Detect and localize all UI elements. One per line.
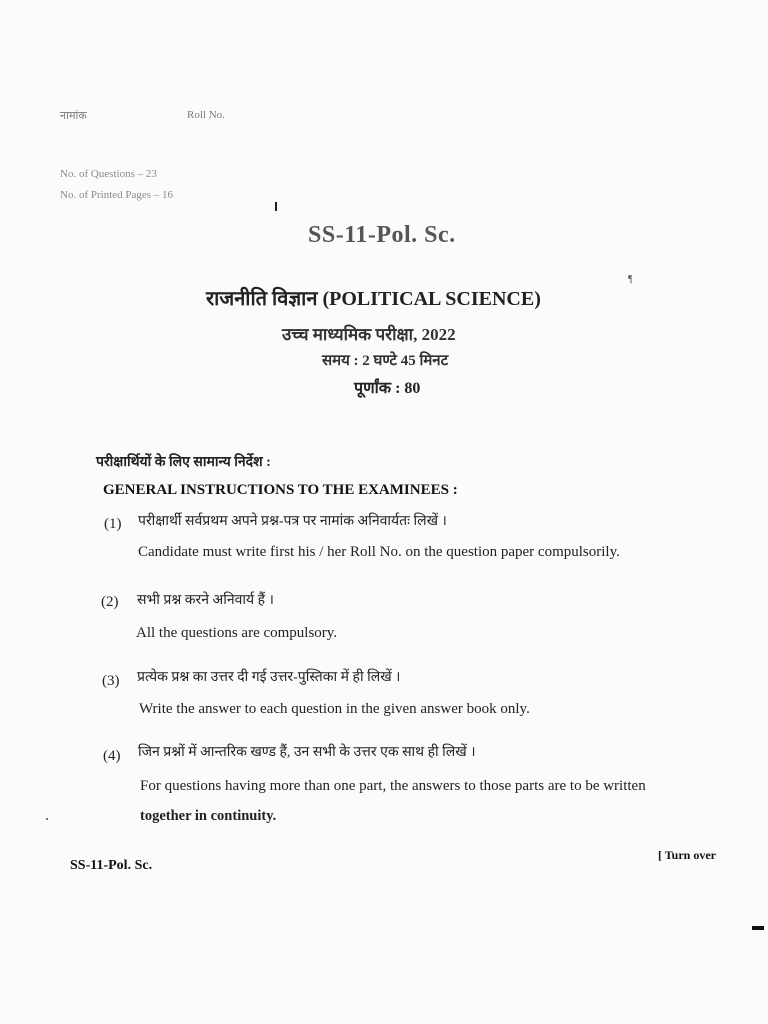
instruction-1-english: Candidate must write first his / her Roll No. on the question paper compulsorily. — [138, 544, 620, 560]
instruction-2-hindi: सभी प्रश्न करने अनिवार्य हैं । — [137, 593, 274, 608]
subject-hindi: राजनीति विज्ञान — [206, 288, 318, 310]
instruction-4-number: (4) — [103, 748, 121, 764]
subject-english: (POLITICAL SCIENCE) — [322, 288, 541, 310]
instruction-4-english-line1: For questions having more than one part, the answers to those parts are to be written — [140, 778, 646, 794]
footer-paper-code: SS-11-Pol. Sc. — [70, 858, 153, 873]
pilcrow-mark: ¶ — [628, 274, 633, 285]
paper-code-title: SS-11-Pol. Sc. — [308, 222, 456, 248]
instructions-heading-english: GENERAL INSTRUCTIONS TO THE EXAMINEES : — [103, 482, 458, 498]
instruction-3-number: (3) — [102, 673, 120, 689]
subject-title — [206, 284, 541, 311]
instruction-4-english-line2: together in continuity. — [140, 808, 277, 824]
instructions-heading-hindi: परीक्षार्थियों के लिए सामान्य निर्देश : — [96, 455, 271, 470]
turn-over-label: [ Turn over — [658, 848, 717, 862]
instruction-1-hindi: परीक्षार्थी सर्वप्रथम अपने प्रश्न-पत्र पर नामांक अनिवार्यतः लिखें । — [138, 514, 447, 529]
instruction-3-hindi: प्रत्येक प्रश्न का उत्तर दी गई उत्तर-पुस्तिका में ही लिखें । — [137, 670, 401, 685]
instruction-4-hindi: जिन प्रश्नों में आन्तरिक खण्ड हैं, उन सभी के उत्तर एक साथ ही लिखें । — [138, 745, 476, 760]
max-marks: पूर्णांक : 80 — [354, 380, 421, 397]
scan-mark — [275, 202, 277, 211]
instruction-2-english: All the questions are compulsory. — [136, 625, 338, 641]
roll-no-label: Roll No. — [187, 109, 225, 121]
roll-no-hindi-label: नामांक — [60, 110, 87, 122]
printed-pages: No. of Printed Pages – 16 — [60, 189, 174, 201]
edge-mark — [752, 926, 764, 930]
exam-name: उच्च माध्यमिक परीक्षा, 2022 — [282, 325, 456, 344]
instruction-3-english: Write the answer to each question in the given answer book only. — [139, 701, 530, 717]
instruction-2-number: (2) — [101, 594, 119, 610]
instruction-1-number: (1) — [104, 516, 122, 532]
scan-speck — [46, 818, 48, 820]
no-of-questions: No. of Questions – 23 — [60, 168, 157, 180]
exam-time: समय : 2 घण्टे 45 मिनट — [322, 353, 449, 369]
